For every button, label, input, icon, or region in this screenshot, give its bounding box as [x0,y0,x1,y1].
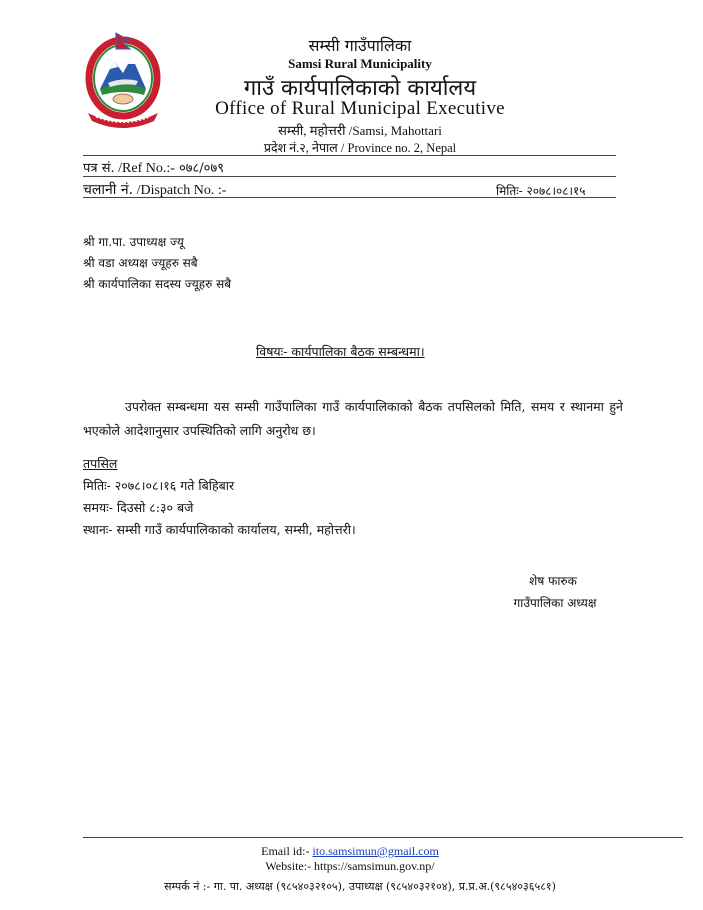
nepal-emblem-icon [82,31,164,129]
recipient-1: श्री गा.पा. उपाध्यक्ष ज्यू [83,235,184,249]
tapsil-heading: तपसिल [83,456,118,471]
municipality-name-nepali: सम्सी गाउँपालिका [308,36,412,55]
letter-subject: विषयः- कार्यपालिका बैठक सम्बन्धमा। [256,344,425,359]
signatory-title: गाउँपालिका अध्यक्ष [513,596,597,610]
meeting-place: स्थानः- सम्सी गाउँ कार्यपालिकाको कार्यालय, सम्सी, महोत्तरी। [83,522,356,537]
dispatch-divider [83,197,616,198]
footer-contact: सम्पर्क नं :- गा. पा. अध्यक्ष (९८५४०३२१०५), उपाध्यक्ष (९८५४०३२१०४), प्र.प्र.अ.(९८५४०३६५८१) [164,880,556,893]
ref-value: ०७८/०७९ [174,161,224,176]
footer-website: Website:- https://samsimun.gov.np/ [265,859,435,873]
ref-divider [83,176,616,177]
meeting-date: मितिः- २०७८।०८।१६ गते बिहिबार [83,478,235,493]
dispatch-label-english: /Dispatch No. :- [133,183,227,198]
office-address: सम्सी, महोत्तरी /Samsi, Mahottari [278,123,442,138]
email-label: Email id:- [261,844,310,858]
letter-body: उपरोक्त सम्बन्धमा यस सम्सी गाउँपालिका गाउँ कार्यपालिकाको बैठक तपसिलको मिति, समय र स्थानमा हुने भएकोले आदेशानुसार उपस्थितिको लागि अनुरोध छ। [83,399,623,438]
letter-date: मितिः- २०७८।०८।१५ [496,184,586,198]
recipient-3: श्री कार्यपालिका सदस्य ज्यूहरु सबै [83,277,232,291]
reference-number [83,158,224,177]
dispatch-label-nepali: चलानी नं. [83,182,134,198]
recipient-2: श्री वडा अध्यक्ष ज्यूहरु सबै [83,256,198,270]
header-divider [83,155,616,156]
signatory-name: शेष फारुक [529,574,577,588]
municipality-name-english: Samsi Rural Municipality [288,56,432,71]
meeting-time: समयः- दिउसो ८:३० बजे [83,500,194,515]
office-name-nepali: गाउँ कार्यपालिकाको कार्यालय [243,76,477,101]
office-name-english: Office of Rural Municipal Executive [215,98,505,119]
ref-label-english: /Ref No.:- [114,161,175,176]
email-link[interactable]: ito.samsimun@gmail.com [312,844,439,858]
footer-divider [83,837,683,838]
ref-label-nepali: पत्र सं. [83,161,115,176]
office-province: प्रदेश नं.२, नेपाल / Province no. 2, Nepal [263,141,457,155]
footer-email-line [200,844,500,859]
